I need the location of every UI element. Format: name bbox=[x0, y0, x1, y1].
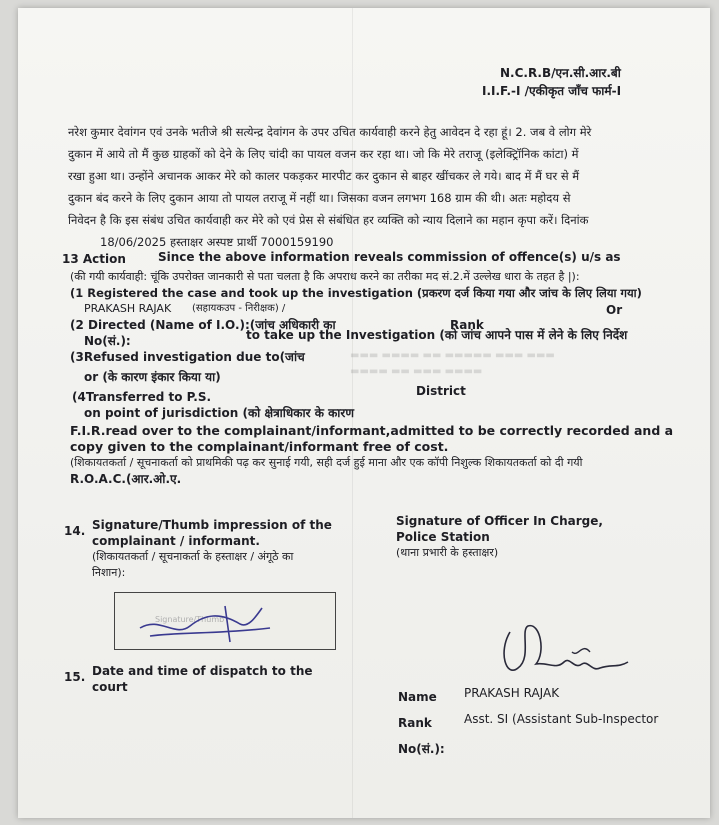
item-15-number: 15. bbox=[64, 670, 86, 684]
fir-read-over: F.I.R.read over to the complainant/informant,admitted to be correctly recorded and a bbox=[70, 423, 674, 438]
rank-value: Asst. SI (Assistant Sub-Inspector bbox=[464, 712, 659, 726]
district-label: District bbox=[416, 384, 466, 398]
signature-box-text: Signature/Thumb bbox=[155, 615, 225, 624]
jurisdiction-text: on point of jurisdiction (को क्षेत्राधिकार के कारण bbox=[84, 406, 354, 420]
option-registered: (1 Registered the case and took up the investigation (प्रकरण दर्ज किया गया और जांच के लिए लिया गया) bbox=[70, 286, 642, 300]
complaint-line: 18/06/2025 हस्ताक्षर अस्पष्ट प्रार्थी 7000159190 bbox=[100, 235, 334, 249]
or-label: Or bbox=[606, 303, 623, 317]
officer-signature-hindi: (थाना प्रभारी के हस्ताक्षर) bbox=[396, 546, 499, 559]
take-up-investigation: to take up the Investigation (को जांच आपने पास में लेने के लिए निर्देश bbox=[246, 328, 628, 342]
officer-rank: (सहायकउप - निरीक्षक) / bbox=[192, 303, 286, 314]
option-directed: (2 Directed (Name of I.O.):(जांच अधिकारी का bbox=[70, 318, 336, 332]
option-refused: (3Refused investigation due to(जांच bbox=[70, 350, 305, 364]
complaint-line: निवेदन है कि इस संबंध उचित कार्यवाही कर मेरे को एवं प्रेस से संबंधित हर व्यक्ति को न्याय दिलाने का महान कृपा करें। दिनांक bbox=[68, 213, 589, 227]
item-14-hindi: (शिकायतकर्ता / सूचनाकर्ता के हस्ताक्षर / अंगूठे का bbox=[92, 550, 294, 563]
option-transferred: (4Transferred to P.S. bbox=[72, 390, 212, 404]
io-number-label: No(सं.): bbox=[84, 334, 131, 348]
complaint-line: दुकान बंद करने के लिए दुकान आया तो पायल तराजू में नहीं था। जिसका वजन लगभग 168 ग्राम की थी। अतः महोदय से bbox=[68, 191, 571, 205]
number-label: No(सं.): bbox=[398, 742, 445, 756]
complaint-line: दुकान में आये तो मैं कुछ ग्राहकों को देने के लिए चांदी का पायल वजन कर रहा था। जो कि मेरे तराजू (इलेक्ट्रिॉनिक कांटा) में bbox=[68, 147, 579, 161]
officer-name: PRAKASH RAJAK bbox=[84, 302, 172, 315]
item-14-subtitle: complainant / informant. bbox=[92, 534, 260, 548]
action-text-hi: (की गयी कार्यवाही: चूंकि उपरोक्त जानकारी से पता चलता है कि अपराध करने का तरीका मद सं.2.में उल्लेख धारा के तहत है |): bbox=[70, 270, 580, 283]
officer-signature-icon bbox=[488, 612, 638, 696]
rank-label: Rank bbox=[450, 318, 484, 332]
officer-signature-station: Police Station bbox=[396, 530, 490, 544]
fir-text-hi: (शिकायतकर्ता / सूचनाकर्ता को प्राथमिकी पढ़ कर सुनाई गयी, सही दर्ज हुई माना और एक कॉपी निशुल्क शिकायतकर्ता को दी गयी bbox=[70, 456, 583, 469]
iif-heading: I.I.F.-I /एकीकृत जाँच फार्म-I bbox=[482, 84, 622, 98]
bleed-through-mark: ▬▬▬▬ ▬▬ ▬▬▬ ▬▬▬▬ bbox=[350, 366, 483, 377]
action-label: 13 Action bbox=[62, 252, 126, 266]
roac-label: R.O.A.C.(आर.ओ.ए. bbox=[70, 472, 182, 486]
officer-signature-title: Signature of Officer In Charge, bbox=[396, 514, 603, 528]
complaint-line: नरेश कुमार देवांगन एवं उनके भतीजे श्री सत्येन्द्र देवांगन के उपर उचित कार्यवाही करने हेतु आवेदन दे रहा हूं। 2. जब वे लोग मेरे bbox=[68, 125, 592, 139]
item-15-subtitle: court bbox=[92, 680, 128, 694]
name-label: Name bbox=[398, 690, 437, 704]
complainant-signature-icon bbox=[130, 598, 280, 648]
rank-field-label: Rank bbox=[398, 716, 432, 730]
item-14-hindi-2: निशान): bbox=[92, 566, 126, 579]
bleed-through-mark: ▬▬▬ ▬▬▬▬ ▬▬ ▬▬▬▬▬ ▬▬▬ ▬▬▬ bbox=[350, 350, 555, 361]
action-text-en: Since the above information reveals commission of offence(s) u/s as bbox=[158, 250, 621, 264]
fir-copy-given: copy given to the complainant/informant free of cost. bbox=[70, 439, 449, 454]
item-14-number: 14. bbox=[64, 524, 86, 538]
ncrb-heading: N.C.R.B/एन.सी.आर.बी bbox=[500, 66, 621, 80]
name-value: PRAKASH RAJAK bbox=[464, 686, 560, 700]
complaint-line: रखा हुआ था। उन्होंने अचानक आकर मेरे को कालर पकड़कर मारपीट कर दुकान से बाहर खींचकर ले गये। बाद में मैं घर से मैं bbox=[68, 169, 580, 183]
item-14-title: Signature/Thumb impression of the bbox=[92, 518, 332, 532]
option-refused-hi: or (के कारण इंकार किया या) bbox=[84, 370, 221, 384]
item-15-title: Date and time of dispatch to the bbox=[92, 664, 313, 678]
